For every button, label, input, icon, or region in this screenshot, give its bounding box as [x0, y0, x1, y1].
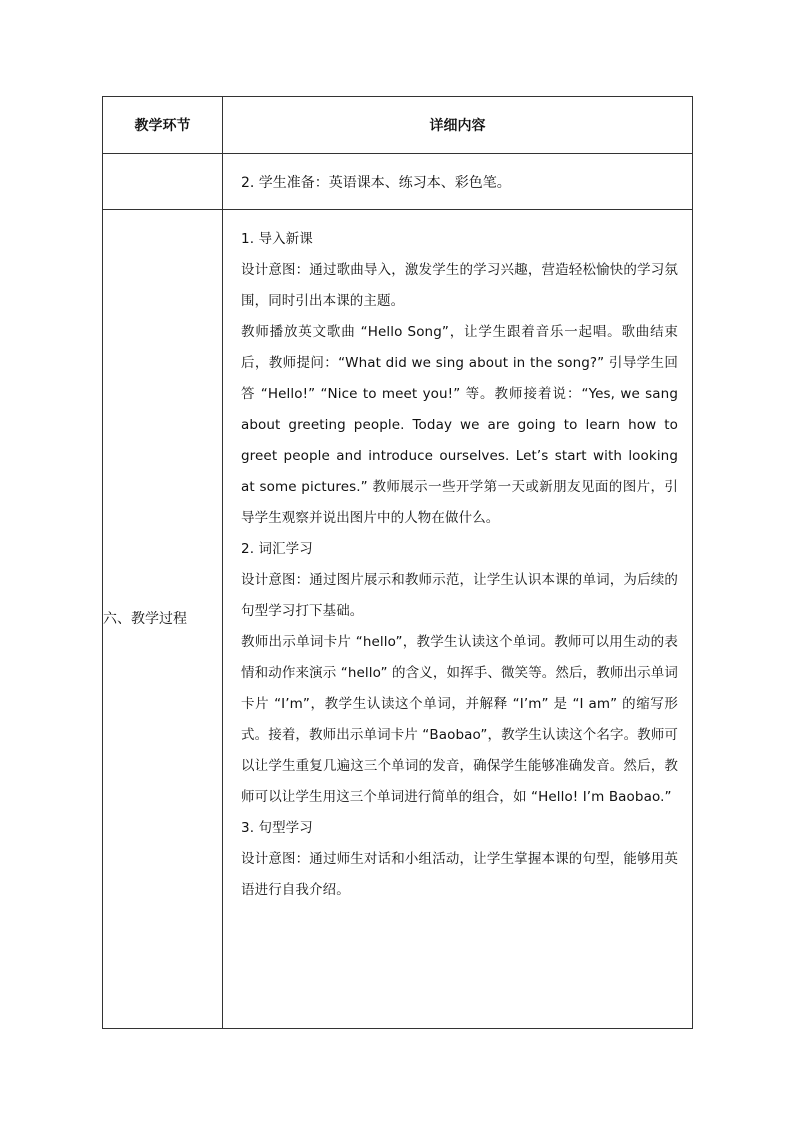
section-title-cell: 六、教学过程	[103, 210, 223, 1029]
prep-content-cell: 2. 学生准备：英语课本、练习本、彩色笔。	[223, 154, 693, 210]
heading-lead-in: 1. 导入新课	[241, 231, 313, 247]
header-detailed-content: 详细内容	[223, 97, 693, 154]
table-row	[103, 210, 693, 1029]
paragraph-vocabulary-intent: 设计意图：通过图片展示和教师示范，让学生认识本课的单词，为后续的句型学习打下基础。	[241, 572, 678, 619]
header-teaching-stage: 教学环节	[103, 97, 223, 154]
table-header-row	[103, 97, 693, 154]
heading-vocabulary: 2. 词汇学习	[241, 541, 313, 557]
paragraph-lead-in-activity: 教师播放英文歌曲 “Hello Song”，让学生跟着音乐一起唱。歌曲结束后，教师提问：“What did we sing about in the song?” 引导学生回答 “Hello!” “Nice to meet you!” 等。教师接着说：“Yes, we sang about greeting people. Today we are going to learn how to greet people and introduce ourselves. Let’s start with looking at some pictures.” 教师展示一些开学第一天或新朋友见面的图片，引导学生观察并说出图片中的人物在做什么。	[241, 324, 678, 526]
paragraph-sentence-intent: 设计意图：通过师生对话和小组活动，让学生掌握本课的句型，能够用英语进行自我介绍。	[241, 851, 678, 898]
table-row	[103, 154, 693, 210]
paragraph-vocabulary-activity: 教师出示单词卡片 “hello”，教学生认读这个单词。教师可以用生动的表情和动作来演示 “hello” 的含义，如挥手、微笑等。然后，教师出示单词卡片 “I’m”，教学生认读这个单词，并解释 “I’m” 是 “I am” 的缩写形式。接着，教师出示单词卡片 “Baobao”，教学生认读这个名字。教师可以让学生重复几遍这三个单词的发音，确保学生能够准确发音。然后，教师可以让学生用这三个单词进行简单的组合，如 “Hello! I’m Baobao.”	[241, 634, 678, 805]
heading-sentence-patterns: 3. 句型学习	[241, 820, 313, 836]
lesson-plan-table	[102, 96, 693, 1029]
paragraph-lead-in-intent: 设计意图：通过歌曲导入，激发学生的学习兴趣，营造轻松愉快的学习氛围，同时引出本课的主题。	[241, 262, 678, 309]
prep-section-cell	[103, 154, 223, 210]
section-content-cell	[223, 210, 693, 1029]
